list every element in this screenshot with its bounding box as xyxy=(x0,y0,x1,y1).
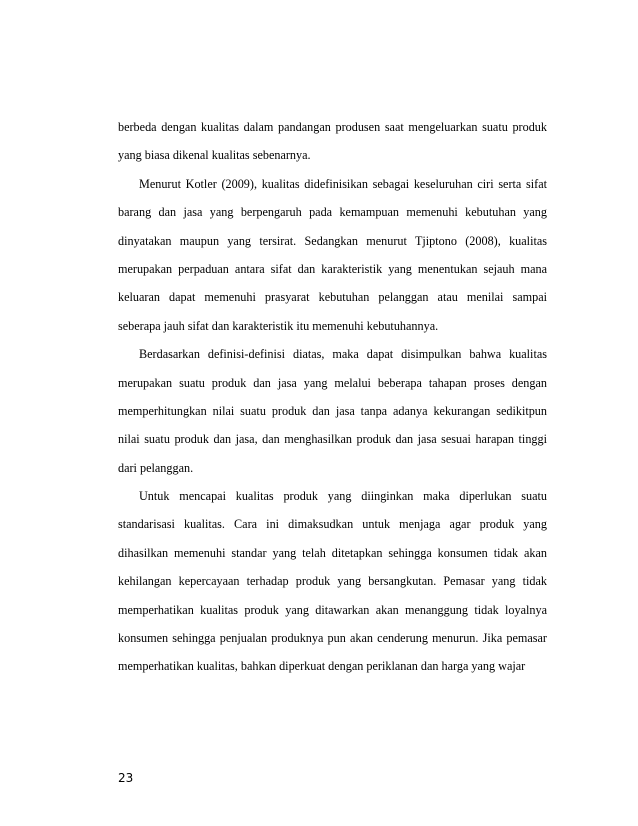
text-line: Untuk mencapai kualitas produk yang diinginkan maka diperlukan suatu xyxy=(139,489,547,504)
text-line: seberapa jauh sifat dan karakteristik itu memenuhi kebutuhannya. xyxy=(118,318,439,333)
text-line: Berdasarkan definisi-definisi diatas, maka dapat disimpulkan bahwa kualitas xyxy=(139,347,547,362)
text-line: yang biasa dikenal kualitas sebenarnya. xyxy=(118,148,311,163)
text-line: dinyatakan maupun yang tersirat. Sedangkan menurut Tjiptono (2008), kualitas xyxy=(118,233,547,248)
text-line: merupakan perpaduan antara sifat dan karakteristik yang menentukan sejauh mana xyxy=(118,261,547,276)
text-line: barang dan jasa yang berpengaruh pada kemampuan memenuhi kebutuhan yang xyxy=(118,205,547,220)
text-line: merupakan suatu produk dan jasa yang melalui beberapa tahapan proses dengan xyxy=(118,375,547,390)
text-line: standarisasi kualitas. Cara ini dimaksudkan untuk menjaga agar produk yang xyxy=(118,517,547,532)
body-text xyxy=(118,119,547,687)
text-line: berbeda dengan kualitas dalam pandangan produsen saat mengeluarkan suatu produk xyxy=(118,120,547,134)
page-number: 23 xyxy=(118,771,134,785)
text-line: memperhatikan kualitas produk yang ditawarkan akan menanggung tidak loyalnya xyxy=(118,602,547,617)
text-line: keluaran dapat memenuhi prasyarat kebutuhan pelanggan atau menilai sampai xyxy=(118,290,547,305)
text-line: dari pelanggan. xyxy=(118,460,194,475)
text-line: konsumen sehingga penjualan produknya pun akan cenderung menurun. Jika pemasar xyxy=(118,631,547,646)
text-line: kehilangan kepercayaan terhadap produk yang bersangkutan. Pemasar yang tidak xyxy=(118,574,547,589)
text-line: nilai suatu produk dan jasa, dan menghasilkan produk dan jasa sesuai harapan tinggi xyxy=(118,432,547,447)
text-line: memperhatikan kualitas, bahkan diperkuat dengan periklanan dan harga yang wajar xyxy=(118,659,526,674)
text-line: Menurut Kotler (2009), kualitas didefinisikan sebagai keseluruhan ciri serta sifat xyxy=(139,176,547,191)
text-line: dihasilkan memenuhi standar yang telah ditetapkan sehingga konsumen tidak akan xyxy=(118,545,547,560)
text-line: memperhitungkan nilai suatu produk dan jasa tanpa adanya kekurangan sedikitpun xyxy=(118,403,547,418)
